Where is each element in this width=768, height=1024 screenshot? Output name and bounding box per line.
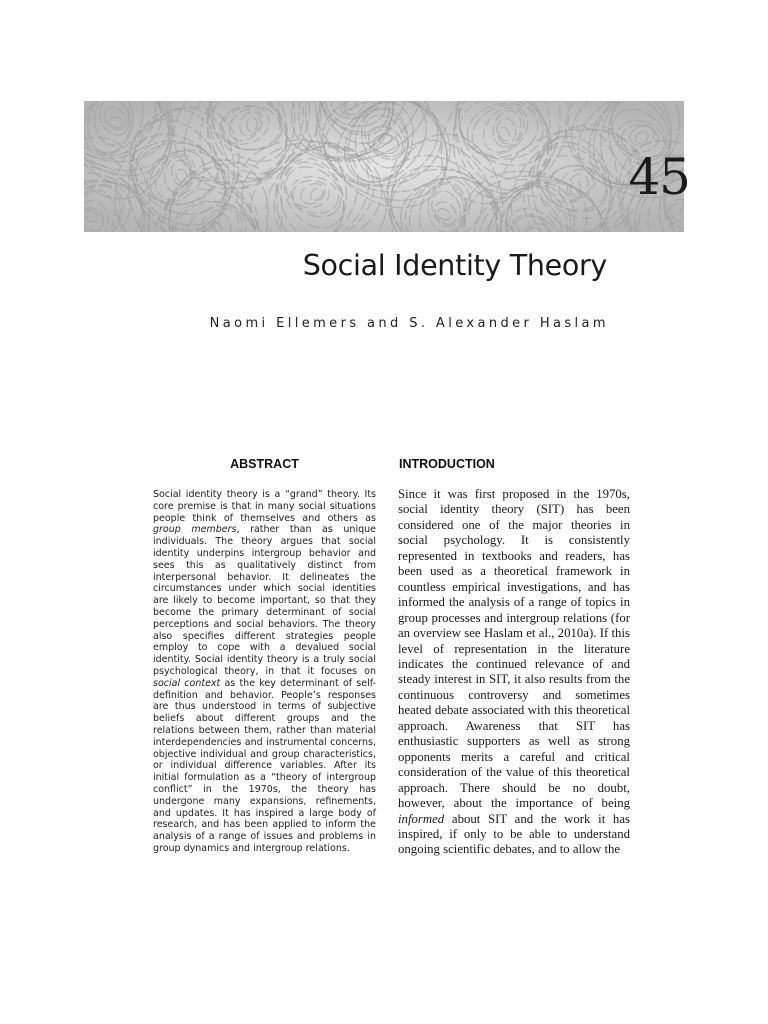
- chapter-banner: [84, 101, 684, 232]
- abstract-text: , rather than as unique individuals. The theory argues that social identity underpins intergroup behavior and sees this as qualitatively distinct from interpersonal behavior. It delineates the circumstances under which social identities are likely to become important, so that they become the primary determinant of social perceptions and social behaviors. The theory also specifies different strategies people employ to cope with a devalued social identity. Social identity theory is a truly social psychological theory, in that it focuses on: [153, 524, 376, 677]
- introduction-text: about SIT and the work it has inspired, if only to be able to understand ongoing scientific debates, and to allow the: [398, 811, 630, 857]
- abstract-body: [153, 489, 376, 855]
- abstract-heading: ABSTRACT: [230, 457, 299, 471]
- abstract-emphasis: group members: [153, 524, 237, 536]
- introduction-emphasis: informed: [398, 811, 445, 826]
- chapter-authors: Naomi Ellemers and S. Alexander Haslam: [209, 316, 609, 331]
- abstract-text: as the key determinant of self-definition and behavior. People’s responses are thus understood in terms of subjective beliefs about different groups and the relations between them, rather than material interdependencies and instrumental concerns, objective individual and group characteristics, or individual difference variables. After its initial formulation as a “theory of intergroup conflict” in the 1970s, the theory has undergone many expansions, refinements, and updates. It has inspired a large body of research, and has been applied to inform the analysis of a range of issues and problems in group dynamics and intergroup relations.: [153, 677, 376, 854]
- introduction-body: [398, 487, 630, 858]
- introduction-text: Since it was first proposed in the 1970s, social identity theory (SIT) has been considered one of the major theories in social psychology. It is consistently represented in textbooks and readers, has been used as a theoretical framework in countless empirical investigations, and has informed the analysis of a range of topics in group processes and intergroup relations (for an overview see Haslam et al., 2010a). If this level of representation in the literature indicates the continued relevance of and steady interest in SIT, it also results from the continuous controversy and sometimes heated debate associated with this theoretical approach. Awareness that SIT has enthusiastic supporters as well as strong opponents merits a careful and critical consideration of the value of this theoretical approach. There should be no doubt, however, about the importance of being: [398, 487, 630, 811]
- chapter-title: Social Identity Theory: [302, 249, 607, 282]
- swirl-pattern-image: [84, 101, 684, 232]
- chapter-number: 45: [628, 148, 690, 206]
- abstract-emphasis: social context: [153, 677, 221, 689]
- abstract-text: Social identity theory is a “grand” theory. Its core premise is that in many social situations people think of themselves and others as: [153, 489, 376, 524]
- introduction-heading: INTRODUCTION: [399, 457, 495, 471]
